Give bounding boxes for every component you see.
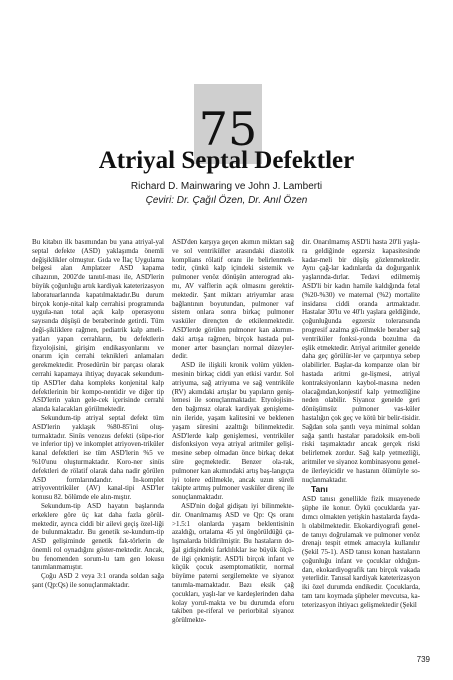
- paragraph: Sekundum-tip atriyal septal defekt tüm ASD'lerin yaklaşık %80-85'ini oluş-turmaktadır. Sinüs venozus defekti (süpe-rior ve inferior tip) ve inkomplet atriyoven-triküler kanal defektleri ise tüm ASD'lerin %5 ve %10'unu oluşturmaktadır. Koro-ner sinüs defektleri de rölatif olarak daha nadir görülen ASD formlarındandır. İn-komplet atriyoventriküler (AV) kanal-tipi ASD'ler konusu 82. bölümde ele alın-mıştır.: [32, 413, 164, 502]
- chapter-title: Atriyal Septal Defektler: [98, 147, 355, 174]
- middle-column: [172, 238, 294, 625]
- paragraph: ASD'nin doğal gidişatı iyi bilinmekte-dir. Onarılmamış ASD ve Qp: Qs oranı >1.5:1 olanlarda yaşam beklentisinin azaldığı, ortalama 45 yıl öngörüldüğü ça-lışmalarda bildirilmiştir. Bu hastaların do-ğal gidişindeki farklılıklar ise büyük ölçü-de ilgi çekmiştir. ASD'li birçok infant ve küçük çocuk asemptomatiktir, normal büyüme paterni sergilemekte ve siyanoz tanımla-mamaktadır. Bazı eksik çağ çocukları, yaşlı-lar ve kardeşlerinden daha kolay yorul-makta ve bu durumda eforu takiben pe-riferal ve periorbital siyanoz görülmekte-: [172, 501, 294, 625]
- paragraph: Sekundum-tip ASD hayatın başlarında erkeklere göre üç kat daha fazla görül-mektedir, ayrıca ciddi bir ailevi geçiş özel-liği de bulunmaktadır. Bu genetik se-kundum-tip ASD gelişiminde genetik fak-törlerin de önemli rol oynadığını göster-mektedir. Ancak, bu fenomenden sorum-lu tam gen lokusu tanımlanmamıştır.: [32, 501, 164, 572]
- chapter-authors: Richard D. Mainwaring ve John J. Lamberti: [130, 181, 323, 192]
- page-number: 739: [416, 655, 430, 664]
- paragraph: Çoğu ASD 2 veya 3:1 oranda soldan sağa şant (Qp:Qs) ile sonuçlanmaktadır.: [32, 572, 164, 590]
- paragraph: dir. Onarılmamış ASD'li hasta 20'li yaşla-ra geldiğinde egzersiz kapasitesinde kadar-meli bir düşüş gözlenmektedir. Aynı çağ-lar kadınlarda da doğurganlık yaşlarında-dırlar. Tedavi edilmemiş ASD'li bir kadın hamile kaldığında fetal (%20-%30) ve maternal (%2) mortalite insidansı ciddi oranda artmaktadır. Hastalar 30'lu ve 40'lı yaşlara geldiğinde, çoğunluğunda egzersiz toleransında progresif azalma gö-rülmekle beraber sağ ventriküler fonksi-yonda bozulma da eşlik etmektedir. Atriyal aritmiler genelde daha geç görülür-ler ve çarpıntıya sebep olabilirler. Başlar-da kompanze olan bir hastada aritmi ge-lişmesi, atriyal kontraksiyonların kaybol-masına neden olacağından,konjestif kalp yetmezliğine neden olabilir. Siyanoz genelde geri dönüşümsüz pulmoner vas-küler hastalığın çok geç ve kötü bir belir-tisidir. Sağdan sola şantlı veya minimal soldan sağa şantlı hastalar paradoksik em-boli riski taşımaktadır ancak gerçek riski belirlemek zordur. Sağ kalp yetmezliği, aritmiler ve siyanoz kombinasyonu genel-de ilerleyicidir ve hastanın ölümüyle so-nuçlanmaktadır.: [302, 238, 420, 484]
- chapter-number: 75: [198, 102, 258, 156]
- paragraph: ASD ile ilişkili kronik volüm yüklen-mesinin birkaç ciddi yan etkisi vardır. Sol atriyuma, sağ atriyuma ve sağ ventriküle (RV) akımdaki artışlar bu yapıların geniş-lemesi ile sonuçlanmaktadır. Etyolojisin-den bağımsız olarak kardiyak genişleme-nin ileride, yaşam kalitesini ve beklenen yaşam süresini azalttığı bilinmektedir. ASD'lerde kalp genişlemesi, ventriküler disfonksiyon veya atriyal aritmiler gelişi-mesine sebep olmadan önce birkaç dekat süre geçmektedir. Benzer ola-rak, pulmoner kan akımındaki artış baş-langıçta iyi tolere edilmekle, ancak uzun süreli takipte artmış pulmoner vasküler direnç ile sonuçlanmaktadır.: [172, 361, 294, 502]
- paragraph: Bu kitabın ilk basımından bu yana atriyal-yal septal defekte (ASD) yaklaşımda önemli değişiklikler olmuştur. Gıda ve İlaç Uygulama belgesi alan Amplatzer ASD kapama cihazının, 2002'de tanıtıl-ması ile, ASD'lerin büyük çoğunluğu artık kardiyak kateterizasyon laboratuarlarında kapatılmaktadır.Bu durum birçok konje-nital kalp cerrahisi programında uygula-nan total açık kalp operasyonu sayısında düşüşü de beraberinde getirdi. Tüm deği-şikliklere rağmen, pediatrik kalp ameli-yatları yapan cerrahların, bu defektlerin fizyolojisini, girişim endikasyonlarını ve onarım için cerrahi teknikleri anlamaları gerekmektedir. Prosedürün bir parçası olarak cerrahi kapamaya ihtiyaç duyacak sekundum-tip ASD'ler daha kompleks konjenital kalp defektlerinin bir kompo-nentidir ve diğer tip ASD'lerin yakın gele-cek içerisinde cerrahi alanda kalacakları görülmektedir.: [32, 238, 164, 414]
- paragraph: ASD tanısı genellikle fizik muayenede şüphe ile konur. Öykü çocuklarda yar-dımcı olmakten yetişkin hastalarda fayda-lı olabilmektedir. Ekokardiyografi genel-de tanıyı doğrulamak ve pulmoner venöz drenajı tespit etmek amacıyla kullanılır (Şekil 75-1). ASD tanısı konan hastaların çoğunluğu infant ve çocuklar olduğun-dan, ekokardiyografik tanı birçok vakada yeterlidir. Tanısal kardiyak kateterizasyon iki özel durumda endikedir. Çocuklarda, tam tanı koymada şüpheler mevcutsa, ka-teterizasyon ihtiyacı gelişmektedir (Şekil: [302, 495, 420, 609]
- chapter-translators: Çeviri: Dr. Çağıl Özen, Dr. Anıl Özen: [145, 195, 308, 206]
- paragraph: ASD'den karşıya geçen akımın miktarı sağ ve sol ventriküller arasındaki diastolik komplians rölatif oranı ile belirlenmek-tedir, çünkü kalp içindeki sistemik ve pulmoner venöz dönüşün anterograd akı-mı, AV valflerin açık olmasını gerektir-mektedir. Şant miktarı atriyumlar arası bağlantının boyutundan, pulmoner vaf sistem onlara sonra birkaç pulmoner vasküler dirençten de etkilenmektedir. ASD'lerde görülen pulmoner kan akımın-daki artışa rağmen, birçok hastada pul-moner arter basınçları normal düzeyler-dedir.: [172, 238, 294, 361]
- left-column: [32, 238, 164, 590]
- right-column: [302, 238, 420, 610]
- section-heading: Tanı: [311, 484, 328, 495]
